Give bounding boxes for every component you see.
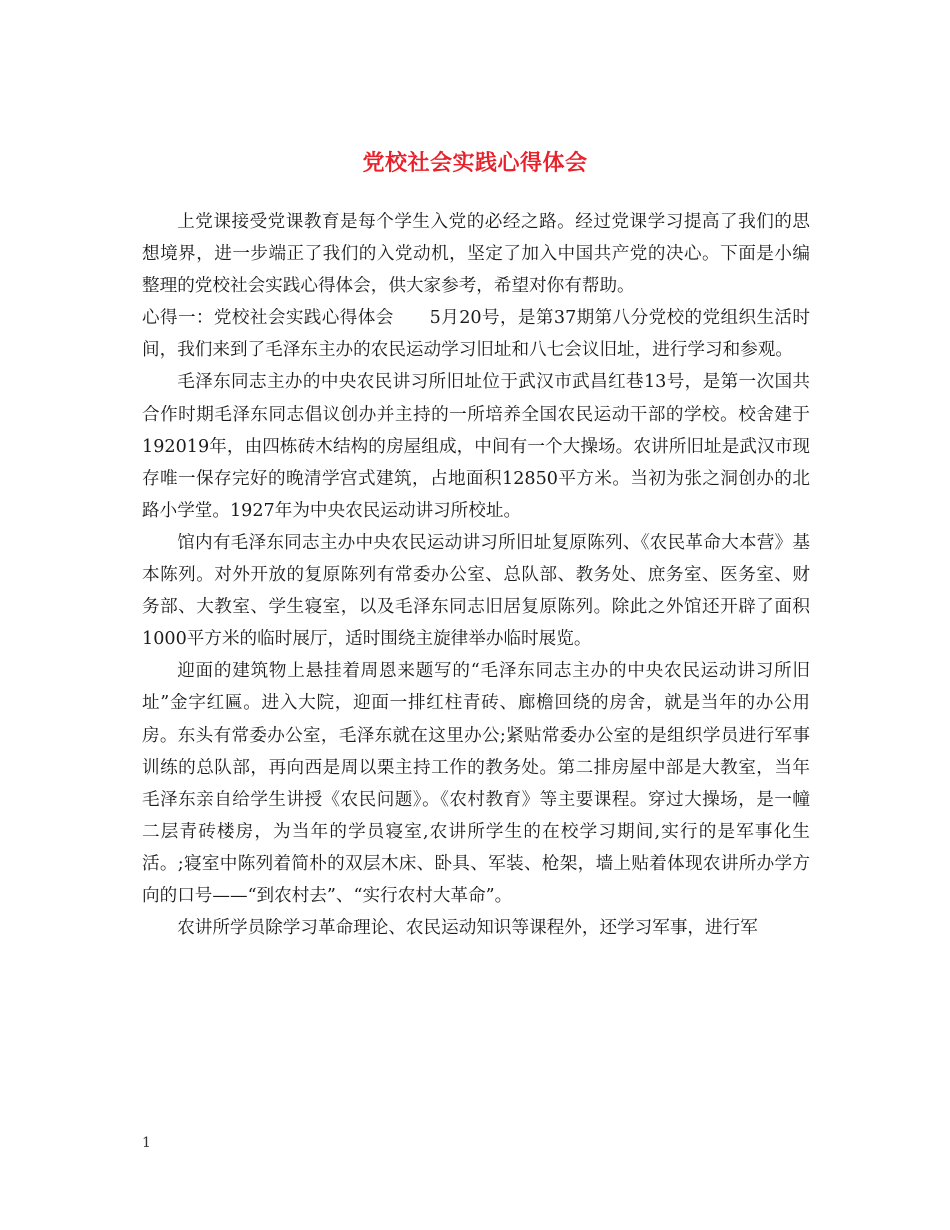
page-title: 党校社会实践心得体会 <box>362 149 588 176</box>
paragraph-lecture-site: 毛泽东同志主办的中央农民讲习所旧址位于武汉市武昌红巷13号，是第一次国共合作时期毛泽东同志倡议创办并主持的一所培养全国农民运动干部的学校。校舍建于192019年，由四栋砖木结构的房屋组成，中间有一个大操场。农讲所旧址是武汉市现存唯一保存完好的晚清学宫式建筑，占地面积12850平方米。当初为张之洞创办的北路小学堂。1927年为中央农民运动讲习所校址。 <box>142 372 810 521</box>
paragraph-section-one: 心得一：党校社会实践心得体会 5月20号，是第37期第八分党校的党组织生活时间，我们来到了毛泽东主办的农民运动学习旧址和八七会议旧址，进行学习和参观。 <box>142 308 810 361</box>
paragraph-exhibits: 馆内有毛泽东同志主办中央农民运动讲习所旧址复原陈列、《农民革命大本营》基本陈列。对外开放的复原陈列有常委办公室、总队部、教务处、庶务室、医务室、财务部、大教室、学生寝室，以及毛泽东同志旧居复原陈列。除此之外馆还开辟了面积1000平方米的临时展厅，适时围绕主旋律举办临时展览。 <box>142 532 810 650</box>
paragraph-buildings: 迎面的建筑物上悬挂着周恩来题写的“毛泽东同志主办的中央农民运动讲习所旧址”金字红匾。进入大院，迎面一排红柱青砖、廊檐回绕的房舍，就是当年的办公用房。东头有常委办公室，毛泽东就在这里办公;紧贴常委办公室的是组织学员进行军事训练的总队部，再向西是周以栗主持工作的教务处。第二排房屋中部是大教室，当年毛泽东亲自给学生讲授《农民问题》。《农村教育》等主要课程。穿过大操场，是一幢二层青砖楼房，为当年的学员寝室,农讲所学生的在校学习期间,实行的是军事化生活。;寝室中陈列着简朴的双层木床、卧具、军装、枪架，墙上贴着体现农讲所办学方向的口号——“到农村去”、“实行农村大革命”。 <box>142 661 810 906</box>
page-number: 1 <box>142 1135 151 1151</box>
paragraph-military-training: 农讲所学员除学习革命理论、农民运动知识等课程外，还学习军事，进行军 <box>177 918 758 939</box>
paragraph-intro: 上党课接受党课教育是每个学生入党的必经之路。经过党课学习提高了我们的思想境界，进一步端正了我们的入党动机，坚定了加入中国共产党的决心。下面是小编整理的党校社会实践心得体会，供大家参考，希望对你有帮助。 <box>142 212 810 297</box>
document-body <box>142 206 810 944</box>
